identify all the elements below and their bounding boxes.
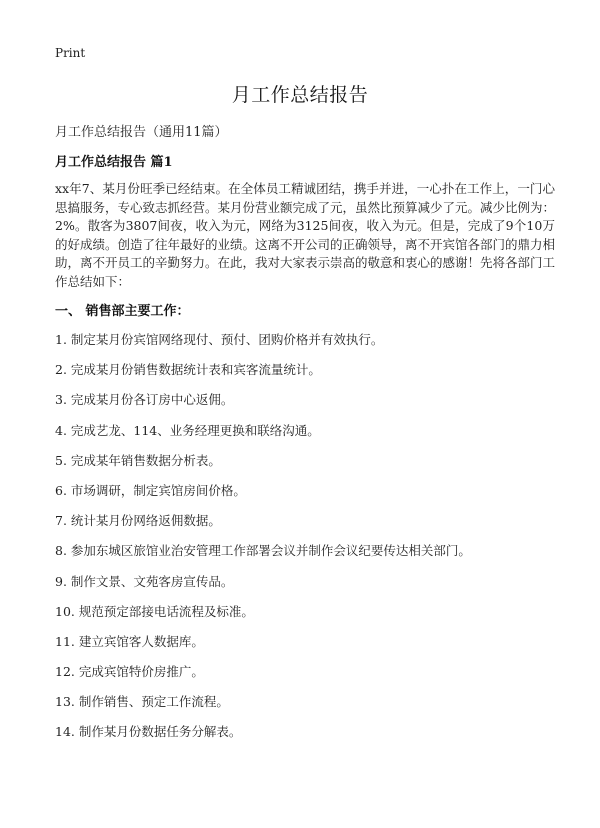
- print-link[interactable]: Print: [55, 46, 86, 60]
- list-item: 12. 完成宾馆特价房推广。: [55, 664, 204, 680]
- list-item: 14. 制作某月份数据任务分解表。: [55, 724, 242, 740]
- list-item: 7. 统计某月份网络返佣数据。: [55, 513, 221, 529]
- list-item: 5. 完成某年销售数据分析表。: [55, 452, 221, 468]
- document-subtitle: 月工作总结报告（通用11篇）: [55, 125, 228, 140]
- list-item: 1. 制定某月份宾馆网络现付、预付、团购价格并有效执行。: [55, 332, 384, 347]
- list-item: 13. 制作销售、预定工作流程。: [55, 694, 229, 710]
- list-item: 3. 完成某月份各订房中心返佣。: [55, 392, 234, 408]
- list-item: 6. 市场调研，制定宾馆房间价格。: [55, 482, 246, 498]
- list-item: 10. 规范预定部接电话流程及标准。: [55, 603, 254, 619]
- list-item: 11. 建立宾馆客人数据库。: [55, 633, 204, 649]
- work-item-list: [55, 330, 555, 753]
- list-item: 8. 参加东城区旅馆业治安管理工作部署会议并制作会议纪要传达相关部门。: [55, 543, 471, 559]
- document-title: 月工作总结报告: [231, 84, 369, 106]
- section-heading: 月工作总结报告 篇1: [55, 155, 173, 170]
- list-item: 9. 制作文景、文苑客房宣传品。: [55, 573, 234, 589]
- intro-paragraph: xx年7、某月份旺季已经结束。在全体员工精诚团结，携手并进，一心扑在工作上，一门心思搞服务，专心致志抓经营。某月份营业额完成了元，虽然比预算减少了元。减少比例为：2%。散客为3807间夜，收入为元，网络为3125间夜，收入为元。但是，完成了9个10万的好成绩。创造了往年最好的业绩。这离不开公司的正确领导，离不开宾馆各部门的鼎力相助，离不开员工的辛勤努力。在此，我对大家表示崇高的敬意和衷心的感谢！先将各部门工作总结如下：: [55, 181, 556, 289]
- sales-dept-heading: 一、 销售部主要工作：: [55, 304, 190, 319]
- list-item: 4. 完成艺龙、114、业务经理更换和联络沟通。: [55, 422, 320, 438]
- list-item: 2. 完成某月份销售数据统计表和宾客流量统计。: [55, 362, 321, 378]
